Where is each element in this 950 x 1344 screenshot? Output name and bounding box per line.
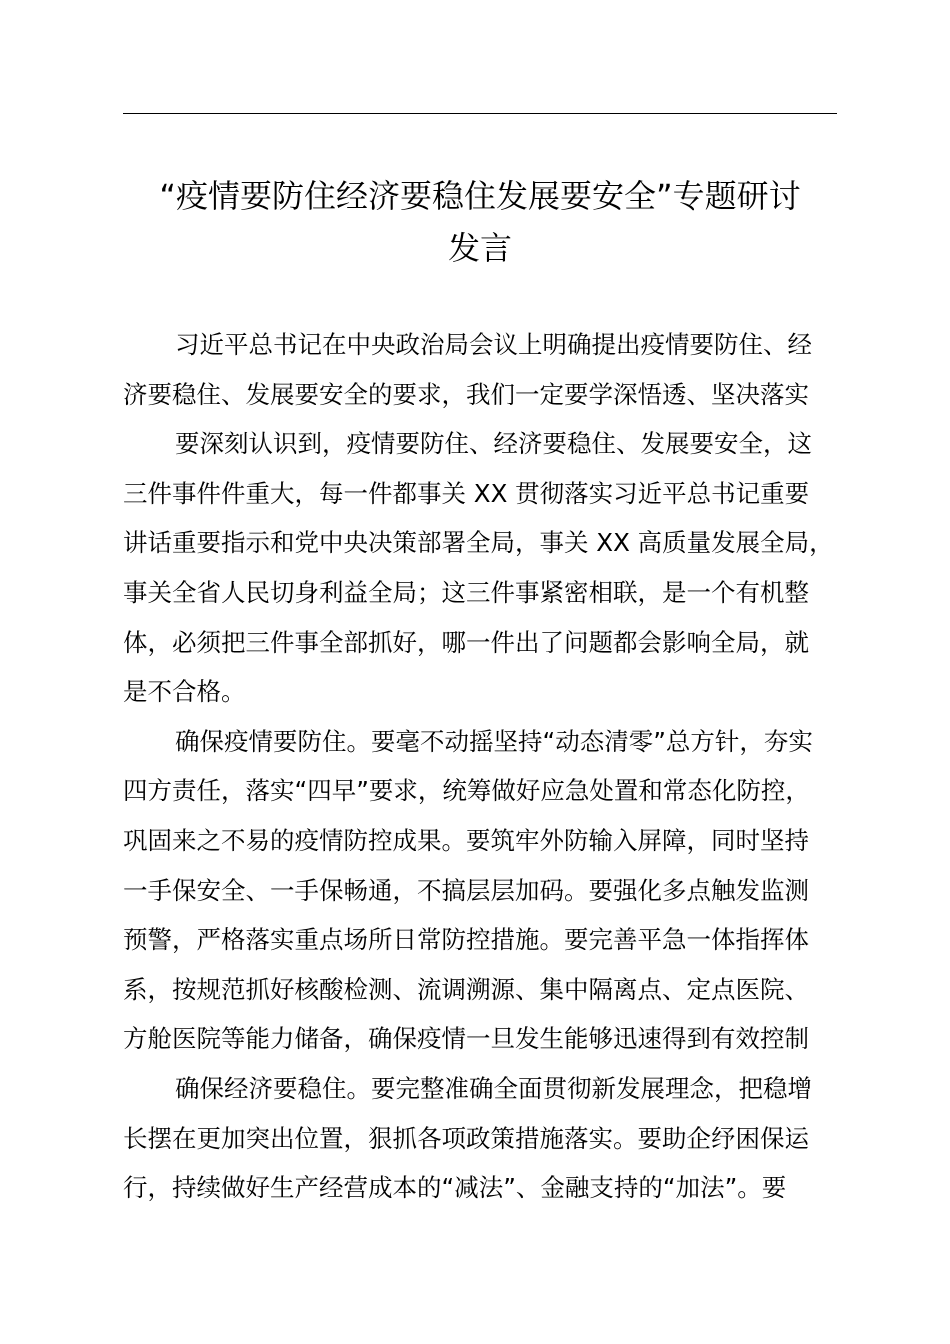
header-rule [123, 113, 837, 114]
title-line-1: “疫情要防住经济要稳住发展要安全”专题研讨 [159, 177, 801, 215]
body-line: 系，按规范抓好核酸检测、流调溯源、集中隔离点、定点医院、 [123, 974, 809, 1004]
body-line: 确保疫情要防住。要毫不动摇坚持“动态清零”总方针，夯实 [175, 726, 813, 756]
body-line: 习近平总书记在中央政治局会议上明确提出疫情要防住、经 [175, 330, 812, 359]
body-line: 预警，严格落实重点场所日常防控措施。要完善平急一体指挥体 [123, 925, 809, 955]
body-line: 讲话重要指示和党中央决策部署全局，事关 XX 高质量发展全局， [123, 528, 834, 558]
body-line: 方舱医院等能力储备，确保疫情一旦发生能够迅速得到有效控制 [123, 1024, 809, 1054]
body-line: 巩固来之不易的疫情防控成果。要筑牢外防输入屏障，同时坚持 [123, 825, 809, 855]
body-line: 一手保安全、一手保畅通，不搞层层加码。要强化多点触发监测 [123, 875, 809, 905]
body-line: 行，持续做好生产经营成本的“减法”、金融支持的“加法”。要 [123, 1173, 787, 1203]
document-body [123, 320, 837, 1213]
body-line: 三件事件件重大，每一件都事关 XX 贯彻落实习近平总书记重要 [123, 478, 810, 508]
body-line: 长摆在更加突出位置，狠抓各项政策措施落实。要助企纾困保运 [123, 1123, 809, 1153]
body-line: 四方责任，落实“四早”要求，统筹做好应急处置和常态化防控， [123, 776, 810, 806]
body-line: 要深刻认识到，疫情要防住、经济要稳住、发展要安全，这 [175, 429, 812, 459]
body-line: 济要稳住、发展要安全的要求，我们一定要学深悟透、坚决落实 [123, 379, 809, 409]
document-title [100, 170, 860, 274]
title-line-2: 发言 [447, 229, 512, 267]
body-line: 事关全省人民切身利益全局；这三件事紧密相联，是一个有机整 [123, 577, 809, 607]
body-line: 体，必须把三件事全部抓好，哪一件出了问题都会影响全局，就 [123, 627, 809, 657]
body-line: 是不合格。 [123, 677, 246, 707]
body-line: 确保经济要稳住。要完整准确全面贯彻新发展理念，把稳增 [175, 1073, 812, 1103]
